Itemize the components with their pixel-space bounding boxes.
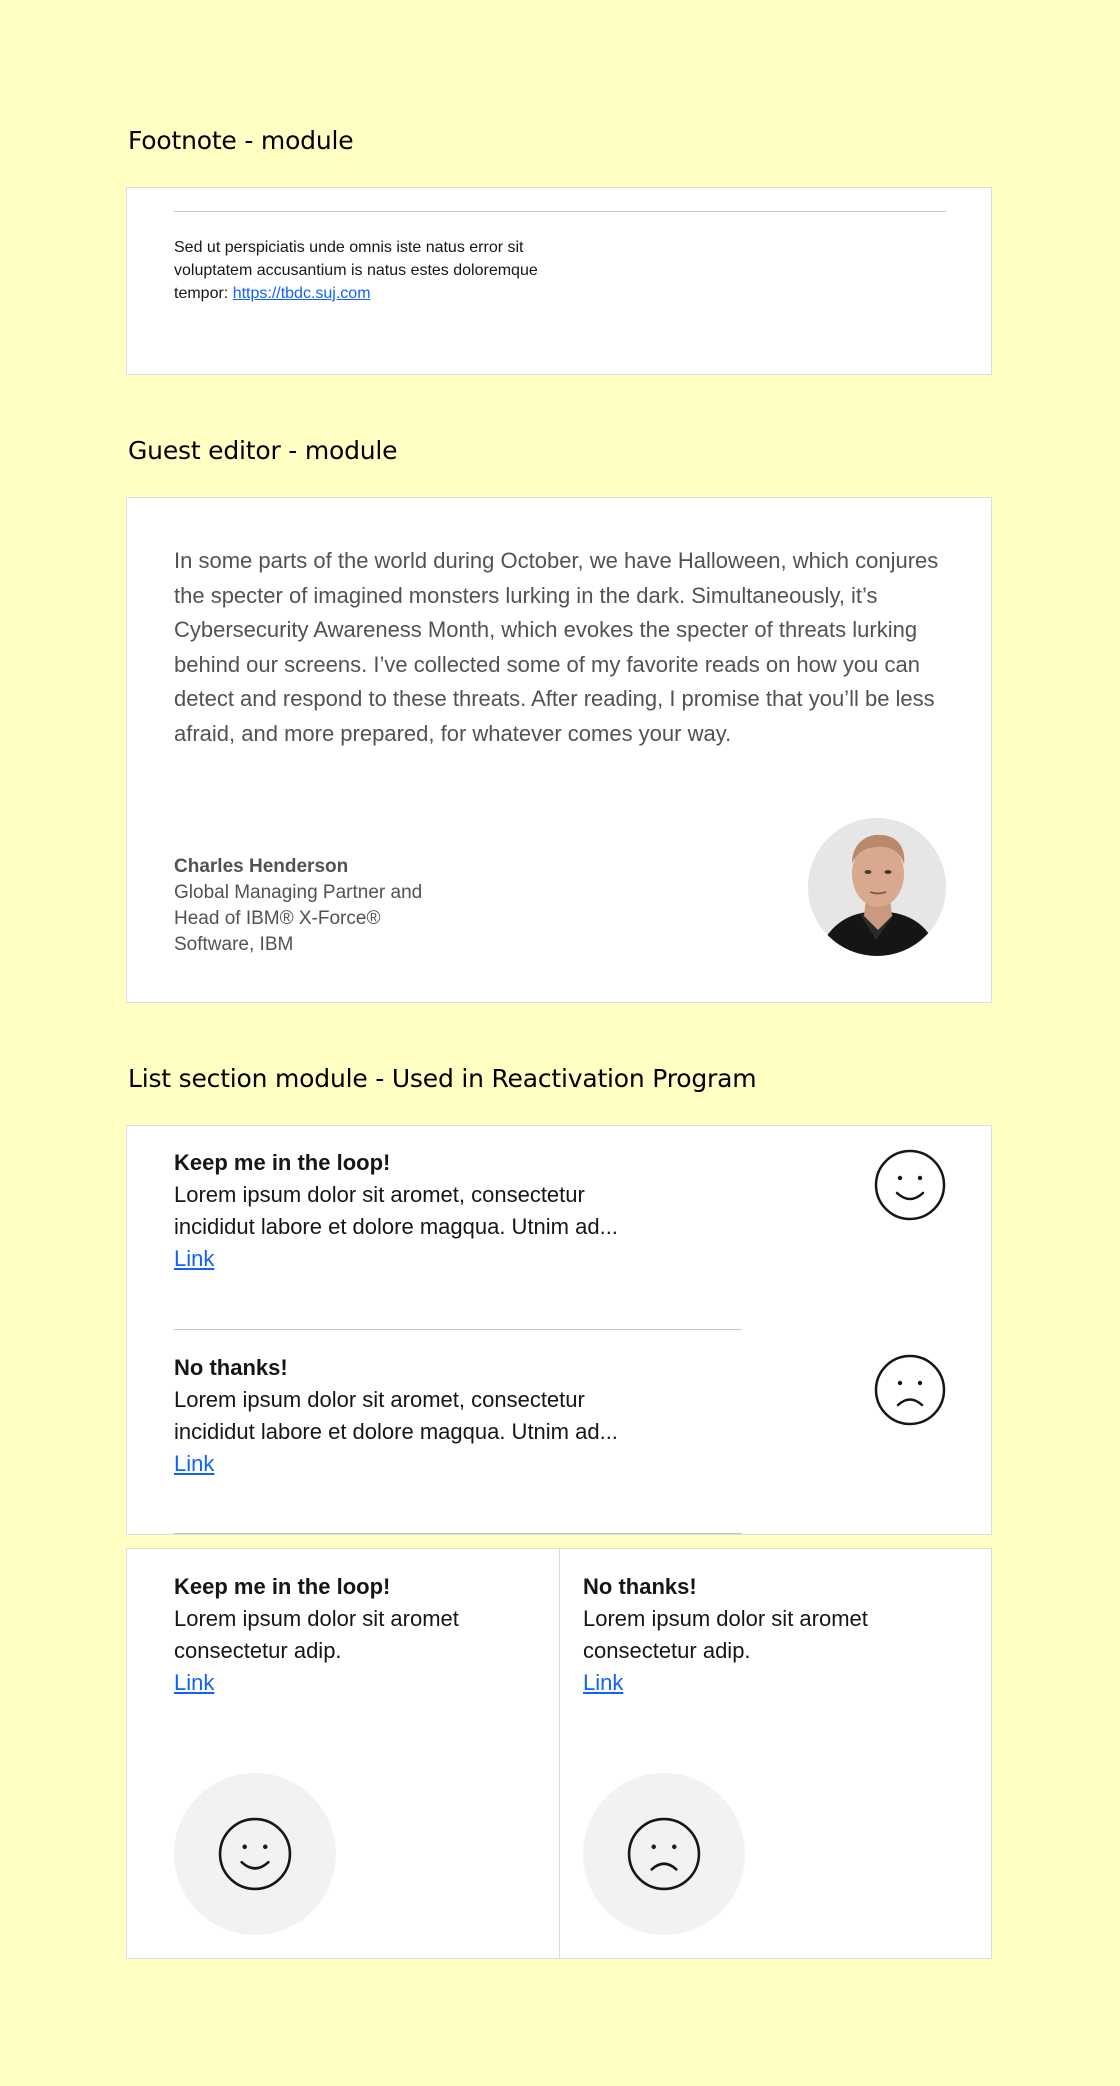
footnote-card bbox=[126, 187, 992, 375]
list-divider bbox=[174, 1533, 742, 1534]
list-columns-card bbox=[126, 1548, 992, 1959]
happy-face-icon bbox=[218, 1817, 292, 1891]
sad-face-icon bbox=[874, 1354, 946, 1426]
sad-face-icon bbox=[627, 1817, 701, 1891]
list-column-body: Lorem ipsum dolor sit aromet bbox=[174, 1606, 459, 1631]
happy-face-icon bbox=[874, 1149, 946, 1221]
list-column bbox=[559, 1549, 991, 1958]
list-divider bbox=[174, 1329, 742, 1330]
guest-role-line: Global Managing Partner and bbox=[174, 882, 423, 903]
list-column-body: Lorem ipsum dolor sit aromet bbox=[583, 1606, 868, 1631]
list-item-link[interactable]: Link bbox=[174, 1451, 215, 1476]
guest-name: Charles Henderson bbox=[174, 856, 349, 877]
list-column-link[interactable]: Link bbox=[583, 1670, 624, 1695]
list-item-title: Keep me in the loop! bbox=[174, 1150, 391, 1175]
footnote-divider bbox=[174, 211, 946, 212]
portrait-image bbox=[808, 818, 946, 956]
guest-role-line: Head of IBM® X-Force® bbox=[174, 908, 381, 929]
list-column-text bbox=[583, 1571, 923, 1699]
list-column-link[interactable]: Link bbox=[174, 1670, 215, 1695]
face-circle bbox=[174, 1773, 336, 1935]
list-item-title: No thanks! bbox=[174, 1355, 288, 1380]
footnote-text bbox=[174, 236, 574, 305]
list-item-body: Lorem ipsum dolor sit aromet, consectetur bbox=[174, 1182, 585, 1207]
list-column-body: consectetur adip. bbox=[583, 1638, 751, 1663]
guest-quote: In some parts of the world during October, we have Halloween, which conjures the specter of imagined monsters lurking in the dark. Simultaneously, it’s Cybersecurity Awareness Month, which evokes the specter of threats lurking behind our screens. I’ve collected some of my favorite reads on how you can detect and respond to these threats. After reading, I promise that you’ll be less afraid, and more prepared, for whatever comes your way. bbox=[174, 548, 939, 746]
list-column-text bbox=[174, 1571, 514, 1699]
guest-editor-card bbox=[126, 497, 992, 1003]
list-item-body: incididut labore et dolore magqua. Utnim ad... bbox=[174, 1214, 618, 1239]
list-item-link[interactable]: Link bbox=[174, 1246, 215, 1271]
list-column-body: consectetur adip. bbox=[174, 1638, 342, 1663]
list-section-card bbox=[126, 1125, 992, 1535]
list-section-heading: List section module - Used in Reactivation Program bbox=[128, 1064, 757, 1093]
list-column-title: Keep me in the loop! bbox=[174, 1574, 391, 1599]
list-item-body: Lorem ipsum dolor sit aromet, consectetur bbox=[174, 1387, 585, 1412]
footnote-heading: Footnote - module bbox=[128, 126, 354, 155]
list-column-title: No thanks! bbox=[583, 1574, 697, 1599]
footnote-body: Sed ut perspiciatis unde omnis iste natus error sit voluptatem accusantium is natus estes doloremque tempor: bbox=[174, 239, 538, 302]
list-item bbox=[174, 1147, 734, 1275]
face-circle bbox=[583, 1773, 745, 1935]
list-column bbox=[127, 1549, 559, 1958]
list-item bbox=[174, 1352, 734, 1480]
avatar bbox=[808, 818, 946, 956]
guest-role-line: Software, IBM bbox=[174, 934, 294, 955]
footnote-link[interactable]: https://tbdc.suj.com bbox=[232, 285, 371, 302]
list-item-body: incididut labore et dolore magqua. Utnim ad... bbox=[174, 1419, 618, 1444]
guest-editor-heading: Guest editor - module bbox=[128, 436, 398, 465]
guest-role bbox=[174, 880, 474, 958]
